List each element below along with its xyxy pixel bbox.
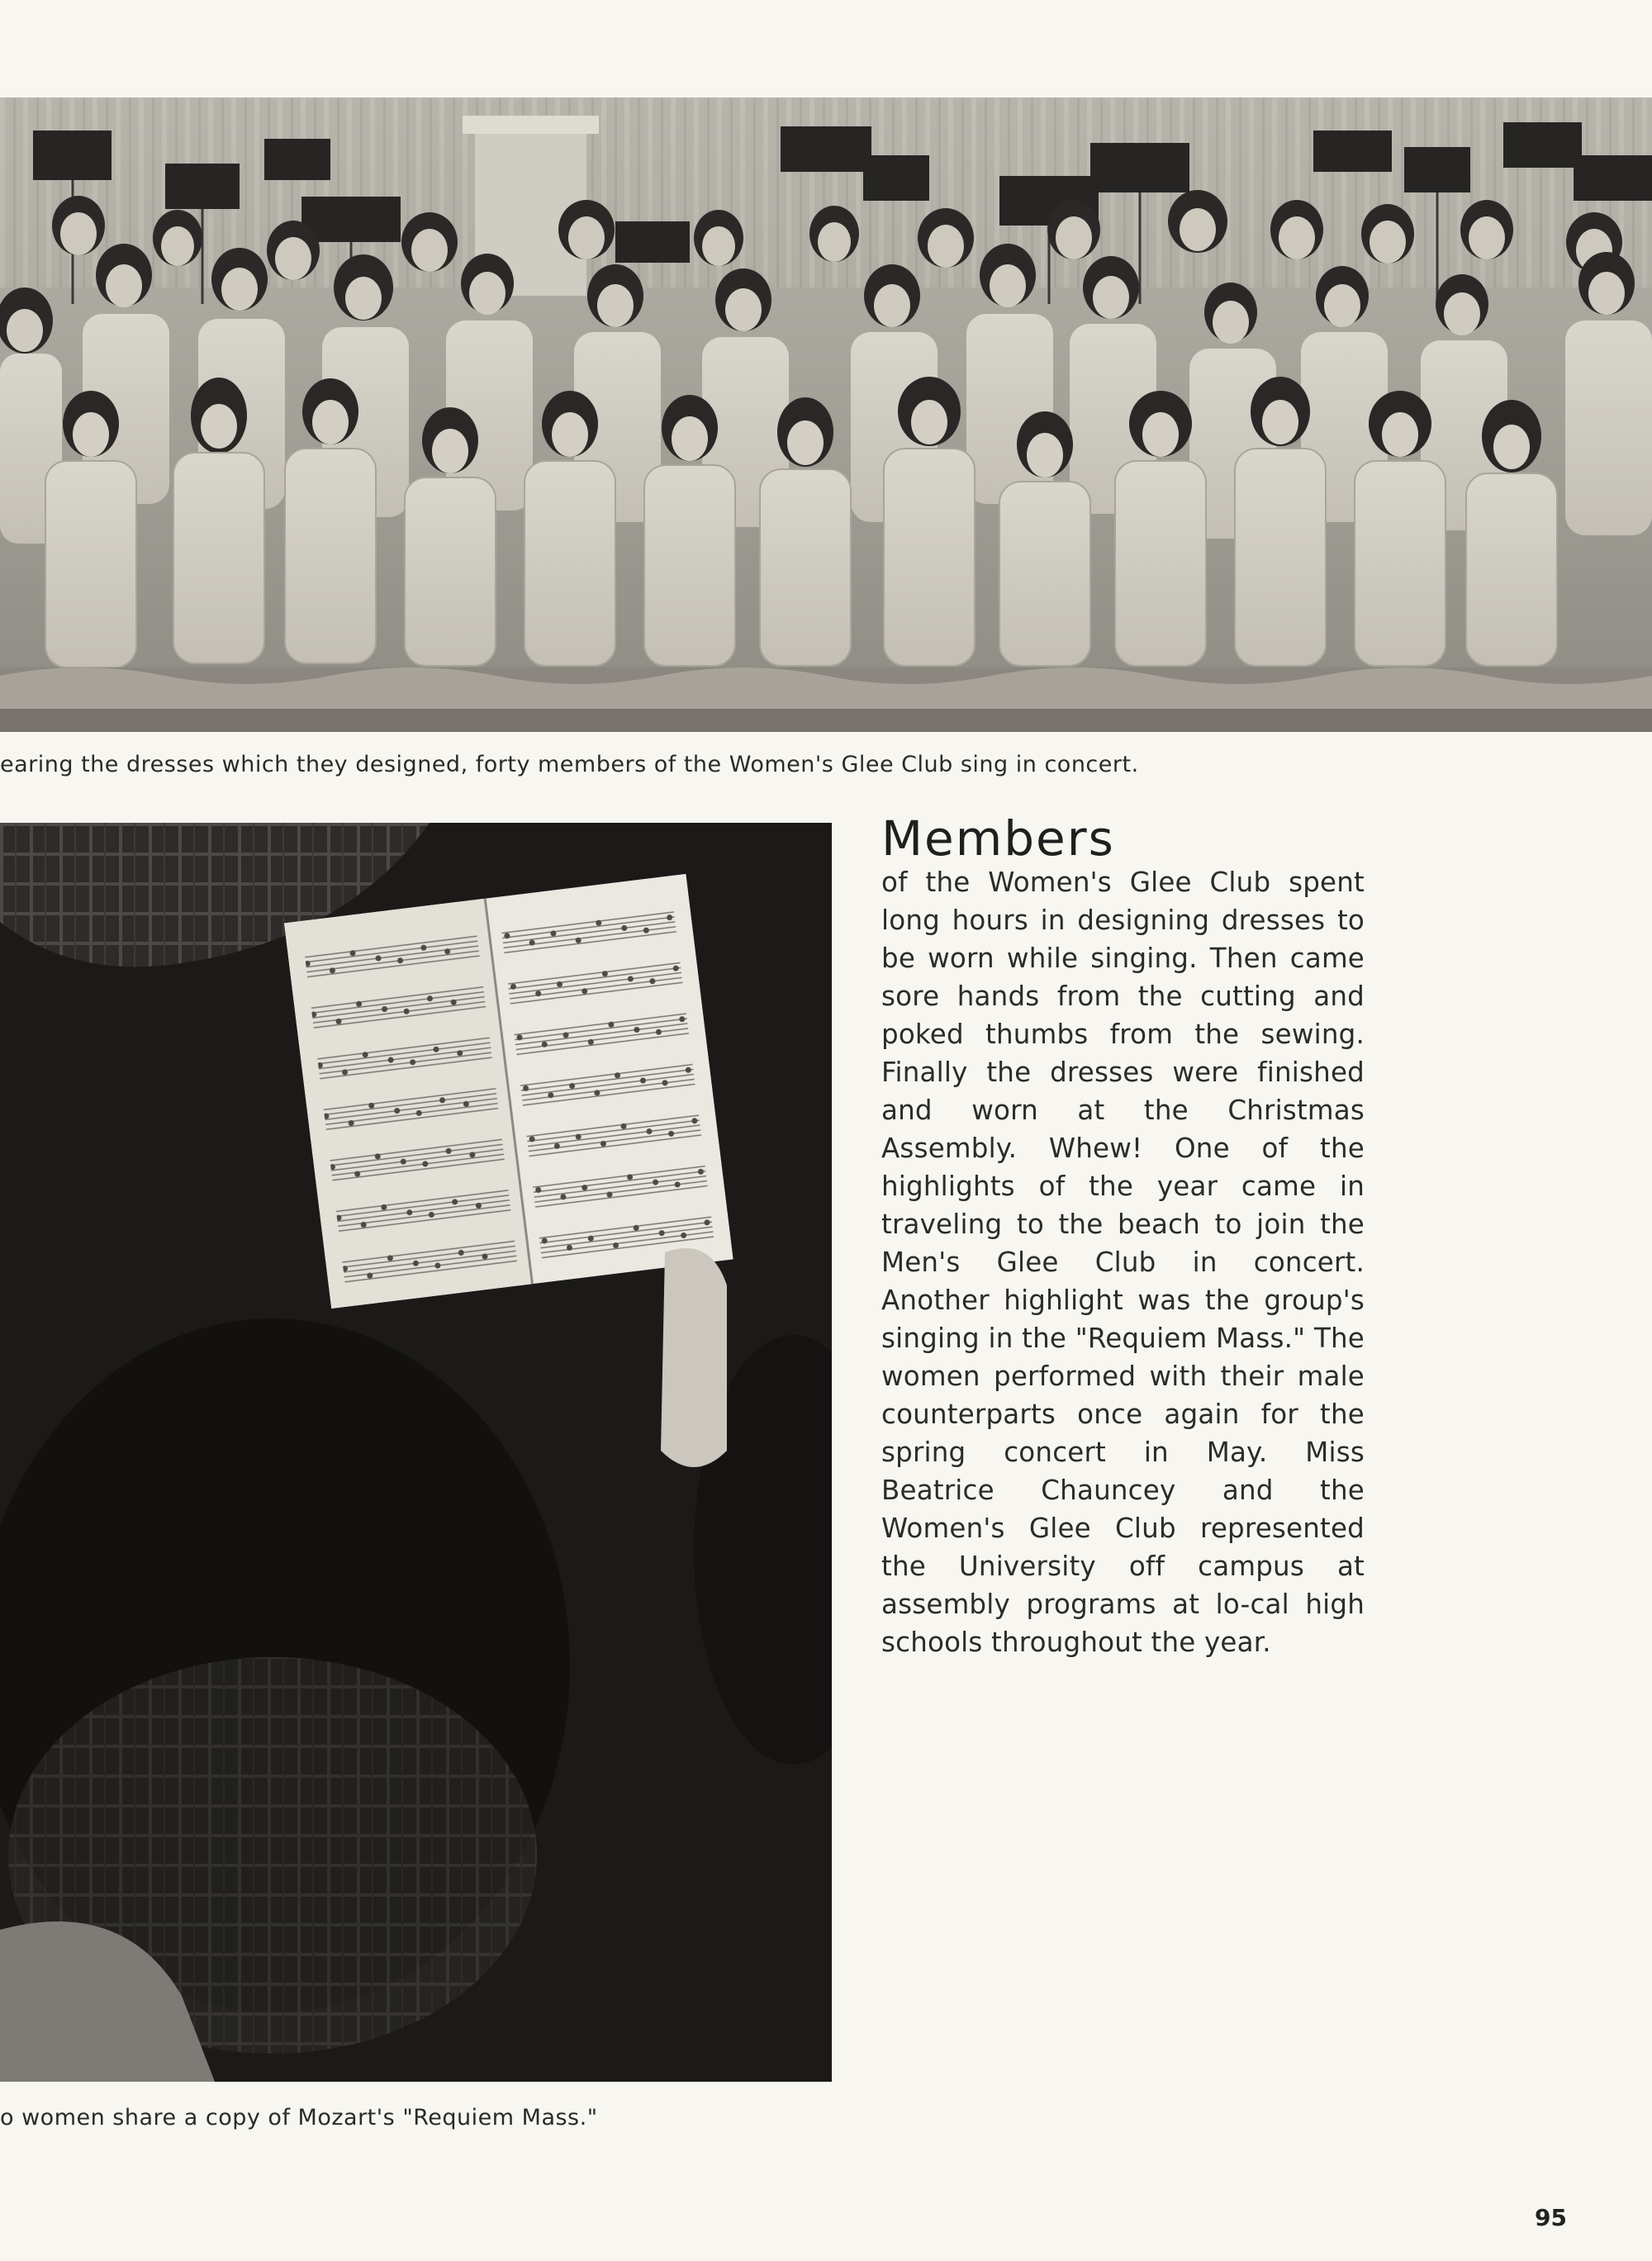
- sheet-music-photo-caption: o women share a copy of Mozart's "Requiem Mass.": [0, 2105, 598, 2130]
- sheet-music-photo: [0, 823, 832, 2082]
- choir-photo: [0, 97, 1652, 732]
- article-body: of the Women's Glee Club spent long hours in designing dresses to be worn while singing. Then came sore hands from the cutting and poked thumbs from the sewing. Finally the dresses were finished and worn at the Christmas Assembly. Whew! One of the highlights of the year came in traveling to the beach to join the Men's Glee Club in concert. Another highlight was the group's singing in the "Requiem Mass." The women performed with their male counterparts once again for the spring concert in May. Miss Beatrice Chauncey and the Women's Glee Club represented the University off campus at assembly programs at lo-cal high schools throughout the year.: [881, 867, 1365, 1658]
- article-heading: Members: [881, 810, 1115, 867]
- choir-photo-caption: earing the dresses which they designed, forty members of the Women's Glee Club sing in concert.: [0, 752, 1139, 777]
- article: [881, 810, 1365, 1661]
- page-number: 95: [1535, 2204, 1567, 2231]
